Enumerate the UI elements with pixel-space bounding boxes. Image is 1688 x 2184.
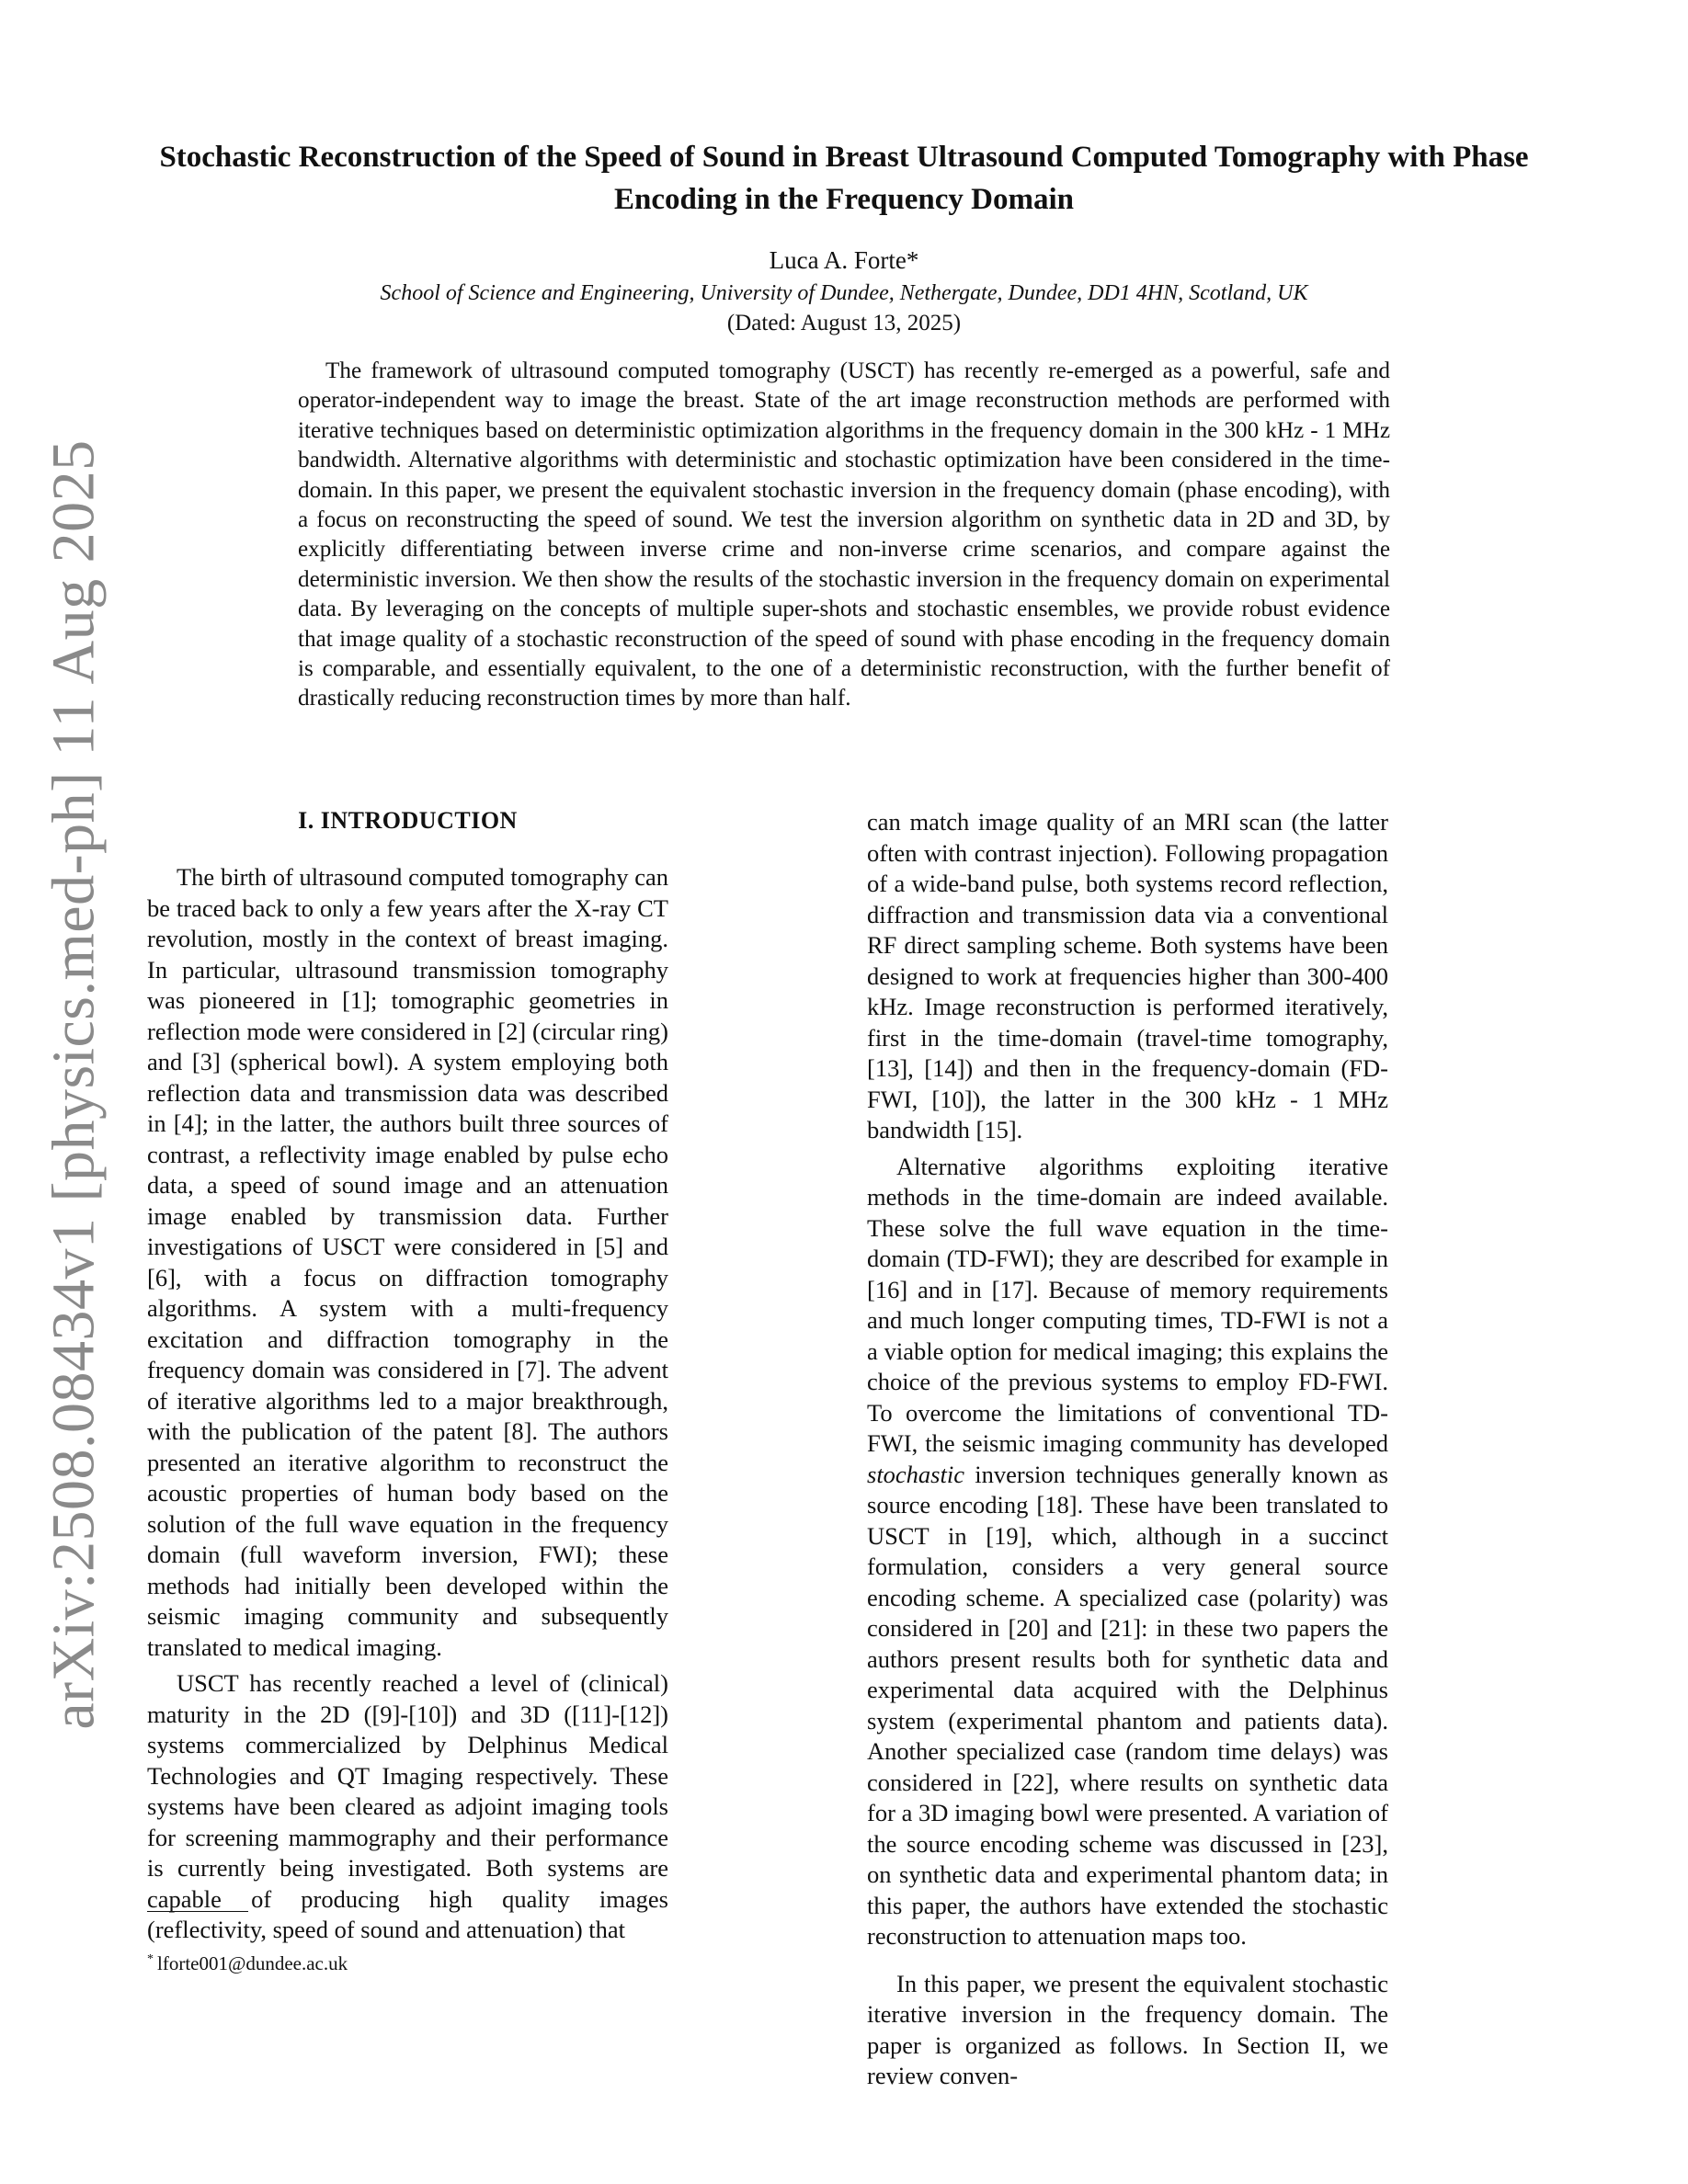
- author-affiliation: School of Science and Engineering, University of Dundee, Nethergate, Dundee, DD1 4HN, Scotland, UK: [380, 281, 1308, 305]
- arxiv-side-identifier: [24, 441, 125, 1728]
- intro-paragraph-2-continued: can match image quality of an MRI scan (the latter often with contrast injection). Following propagation of a wide-band pulse, both systems record reflection, diffraction and transmission data via a conventional RF direct sampling scheme. Both systems have been designed to work at frequencies higher than 300-400 kHz. Image reconstruction is performed iteratively, first in the time-domain (travel-time tomography, [13], [14]) and then in the frequency-domain (FD-FWI, [10]), the latter in the 300 kHz - 1 MHz bandwidth [15].: [867, 808, 1388, 1143]
- intro-paragraph-1: The birth of ultrasound computed tomography can be traced back to only a few years after the X-ray CT revolution, mostly in the context of breast imaging. In particular, ultrasound transmission tomography was pioneered in [1]; tomographic geometries in reflection mode were considered in [2] (circular ring) and [3] (spherical bowl). A system employing both reflection data and transmission data was described in [4]; in the latter, the authors built three sources of contrast, a reflectivity image enabled by pulse echo data, a speed of sound image and an attenuation image enabled by transmission data. Further investigations of USCT were considered in [5] and [6], with a focus on diffraction tomography algorithms. A system with a multi-frequency excitation and diffraction tomography in the frequency domain was considered in [7]. The advent of iterative algorithms led to a major breakthrough, with the publication of the patent [8]. The authors presented an iterative algorithm to reconstruct the acoustic properties of human body based on the solution of the full wave equation in the frequency domain (full waveform inversion, FWI); these methods had initially been developed within the seismic imaging community and subsequently translated to medical imaging.: [147, 863, 668, 1661]
- right-column: [867, 807, 1388, 2092]
- left-column: [147, 807, 668, 1946]
- date-line: (Dated: August 13, 2025): [726, 311, 962, 336]
- footnote-email: lforte001@dundee.ac.uk: [157, 1952, 348, 1974]
- paragraph-text: inversion techniques generally known as source encoding [18]. These have been translated to USCT in [19], which, although in a succinct formulation, considers a very general source encoding scheme. A specialized case (polarity) was considered in [20] and [21]: in these two papers the authors present results both for synthetic data and experimental data acquired with the Delphinus system (experimental phantom and patients data). Another specialized case (random time delays) was considered in [22], where results on synthetic data for a 3D imaging bowl were presented. A variation of the source encoding scheme was discussed in [23], on synthetic data and experimental phantom data; in this paper, the authors have extended the stochastic reconstruction to attenuation maps too.: [867, 1460, 1388, 1950]
- arxiv-id-text: arXiv:2508.08434v1 [physics.med-ph] 11 Aug 2025: [40, 439, 108, 1730]
- paper-title: Stochastic Reconstruction of the Speed of Sound in Breast Ultrasound Computed Tomography with Phase Encoding in the Frequency Domain: [159, 141, 1529, 216]
- emphasis-stochastic: stochastic: [867, 1460, 964, 1488]
- intro-paragraph-4: In this paper, we present the equivalent stochastic iterative inversion in the frequency domain. The paper is organized as follows. In Section II, we review conven-: [867, 1969, 1388, 2089]
- author-name: Luca A. Forte*: [769, 246, 919, 274]
- footnote-rule: [147, 1911, 248, 1912]
- section-heading-introduction: I. INTRODUCTION: [298, 807, 518, 834]
- intro-paragraph-3: [867, 1152, 1388, 1952]
- footnote: [147, 1952, 348, 1975]
- paragraph-text: Alternative algorithms exploiting iterative methods in the time-domain are indeed available. These solve the full wave equation in the time-domain (TD-FWI); they are described for example in [16] and in [17]. Because of memory requirements and much longer computing times, TD-FWI is not a a viable option for medical imaging; this explains the choice of the previous systems to employ FD-FWI. To overcome the limitations of conventional TD-FWI, the seismic imaging community has developed: [867, 1152, 1388, 1457]
- footnote-mark: *: [147, 1952, 154, 1966]
- abstract: The framework of ultrasound computed tomography (USCT) has recently re-emerged as a powerful, safe and operator-independent way to image the breast. State of the art image reconstruction methods are performed with iterative techniques based on deterministic optimization algorithms in the frequency domain in the 300 kHz - 1 MHz bandwidth. Alternative algorithms with deterministic and stochastic optimization have been considered in the time-domain. In this paper, we present the equivalent stochastic inversion in the frequency domain (phase encoding), with a focus on reconstructing the speed of sound. We test the inversion algorithm on synthetic data in 2D and 3D, by explicitly differentiating between inverse crime and non-inverse crime scenarios, and compare against the deterministic inversion. We then show the results of the stochastic inversion in the frequency domain on experimental data. By leveraging on the concepts of multiple super-shots and stochastic ensembles, we provide robust evidence that image quality of a stochastic reconstruction of the speed of sound with phase encoding in the frequency domain is comparable, and essentially equivalent, to the one of a deterministic reconstruction, with the further benefit of drastically reducing reconstruction times by more than half.: [298, 358, 1390, 711]
- intro-paragraph-2: USCT has recently reached a level of (clinical) maturity in the 2D ([9]-[10]) and 3D ([11]-[12]) systems commercialized by Delphinus Medical Technologies and QT Imaging respectively. These systems have been cleared as adjoint imaging tools for screening mammography and their performance is currently being investigated. Both systems are capable of producing high quality images (reflectivity, speed of sound and attenuation) that: [147, 1669, 668, 1943]
